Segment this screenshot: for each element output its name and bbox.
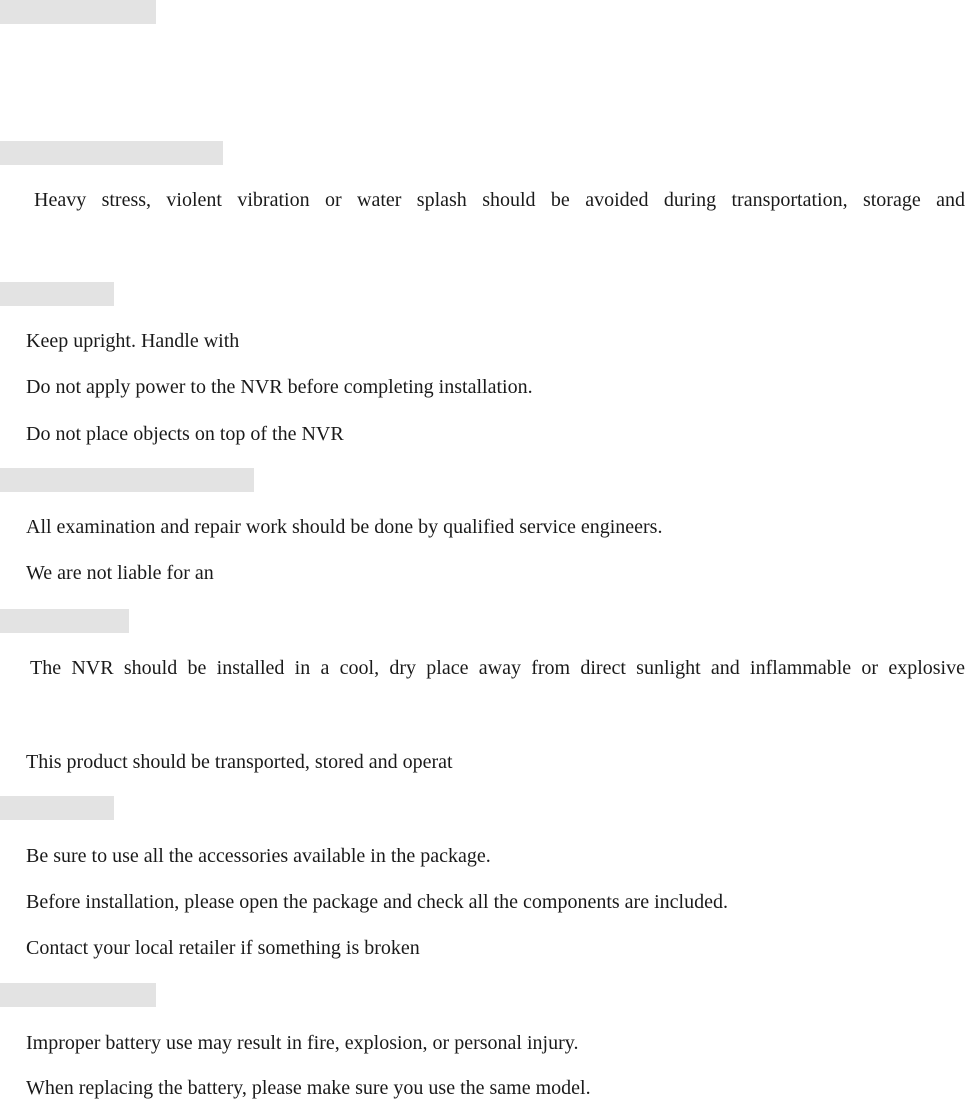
paragraph-line: The NVR should be installed in a cool, dry place away from direct sunlight and inflammable or explosive	[30, 657, 965, 679]
paragraph-line: We are not liable for an	[26, 562, 214, 584]
paragraph-line: Do not place objects on top of the NVR	[26, 423, 344, 445]
paragraph-line: All examination and repair work should be done by qualified service engineers.	[26, 516, 663, 538]
section-heading-bar	[0, 0, 156, 24]
paragraph-line: Do not apply power to the NVR before completing installation.	[26, 376, 533, 398]
section-heading-bar	[0, 468, 254, 492]
paragraph-line: Contact your local retailer if something is broken	[26, 937, 420, 959]
section-heading-bar	[0, 609, 129, 633]
paragraph-line: Improper battery use may result in fire, explosion, or personal injury.	[26, 1032, 579, 1054]
paragraph-line: Keep upright. Handle with	[26, 330, 240, 352]
paragraph-line: This product should be transported, stored and operat	[26, 751, 453, 773]
paragraph-line: When replacing the battery, please make sure you use the same model.	[26, 1077, 591, 1099]
paragraph-line: Before installation, please open the package and check all the components are included.	[26, 891, 728, 913]
paragraph-line: Be sure to use all the accessories available in the package.	[26, 845, 491, 867]
section-heading-bar	[0, 796, 114, 820]
section-heading-bar	[0, 983, 156, 1007]
paragraph-line: Heavy stress, violent vibration or water splash should be avoided during transportation, storage and	[34, 189, 965, 211]
section-heading-bar	[0, 141, 223, 165]
section-heading-bar	[0, 282, 114, 306]
